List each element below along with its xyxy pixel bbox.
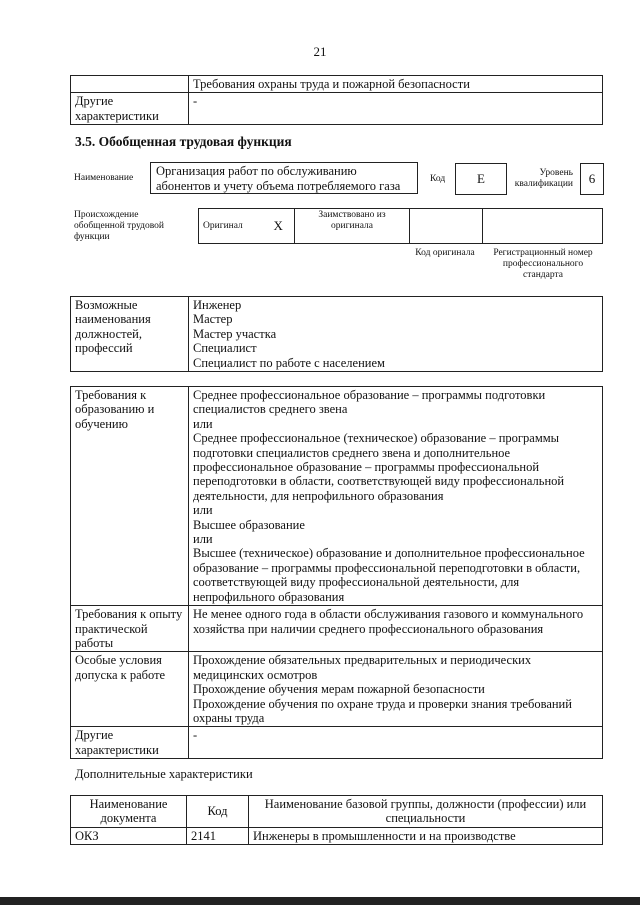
reg-number-caption: Регистрационный номер профессионального стандарта: [493, 248, 593, 280]
special-conditions-label: Особые условия допуска к работе: [71, 652, 189, 727]
name-label: Наименование: [74, 173, 134, 183]
other-characteristics-value: -: [189, 727, 603, 759]
education-line: образование – программы профессиональной переподготовки в области,: [193, 560, 581, 575]
additional-title: Дополнительные характеристики: [75, 767, 253, 781]
education-line: специалистов среднего звена: [193, 402, 348, 417]
original-label: Оригинал: [199, 209, 263, 244]
additional-table: [70, 795, 603, 845]
education-label: Требования к образованию и обучению: [71, 387, 189, 606]
education-line: переподготовки в области, соответствующей виду профессиональной: [193, 474, 565, 489]
education-text: [189, 387, 603, 606]
row-name: Инженеры в промышленности и на производстве: [249, 827, 603, 844]
top-table-continued-row: Требования охраны труда и пожарной безопасности: [189, 76, 603, 93]
origin-code-caption: Код оригинала: [415, 248, 475, 258]
special-line: Прохождение обязательных предварительных и периодических: [193, 653, 532, 668]
special-conditions-text: [189, 652, 603, 727]
position-item: Специалист: [193, 341, 257, 356]
positions-table: [70, 296, 603, 372]
education-line: профессиональное образование – программы профессиональной: [193, 460, 540, 475]
level-label: Уровень квалификации: [514, 168, 573, 189]
experience-line: Не менее одного года в области обслуживания газового и коммунального: [193, 607, 584, 622]
original-mark: X: [263, 209, 295, 244]
education-line: Среднее профессиональное (техническое) образование – программы: [193, 431, 560, 446]
top-table-other-value: -: [189, 93, 603, 125]
experience-text: [189, 606, 603, 652]
level-value: 6: [580, 163, 604, 195]
education-line: деятельности, для непрофильного образования: [193, 488, 444, 503]
col-doc-header: Наименование документа: [71, 796, 187, 828]
origin-label: Происхождение обобщенной трудовой функции: [74, 210, 164, 242]
reg-number-cell: [483, 209, 603, 244]
other-characteristics-label: Другие характеристики: [71, 727, 189, 759]
scan-bottom-edge: [0, 897, 640, 905]
special-line: медицинских осмотров: [193, 667, 318, 682]
education-line: или: [193, 532, 213, 547]
row-code: 2141: [187, 827, 249, 844]
education-line: Среднее профессиональное образование – программы подготовки: [193, 388, 546, 402]
row-doc: ОКЗ: [71, 827, 187, 844]
education-line: Высшее (техническое) образование и дополнительное профессиональное: [193, 546, 585, 561]
education-line: Высшее образование: [193, 517, 305, 532]
code-label: Код: [430, 174, 446, 184]
education-line: непрофильного образования: [193, 589, 345, 604]
position-item: Специалист по работе с населением: [193, 355, 385, 370]
col-code-header: Код: [187, 796, 249, 828]
origin-table: [198, 208, 603, 244]
education-line: соответствующей виду профессиональной деятельности, для: [193, 575, 520, 590]
section-title: 3.5. Обобщенная трудовая функция: [75, 134, 292, 149]
code-value: E: [455, 163, 507, 195]
position-item: Инженер: [193, 298, 242, 312]
function-name: Организация работ по обслуживанию абонентов и учету объема потребляемого газа: [150, 162, 418, 194]
positions-label: Возможные наименования должностей, профессий: [71, 297, 189, 372]
positions-list: [189, 297, 603, 372]
education-line: подготовки специалистов среднего звена и дополнительное: [193, 445, 511, 460]
top-table-empty-cell: [71, 76, 189, 93]
special-line: Прохождение обучения мерам пожарной безопасности: [193, 682, 485, 697]
experience-line: хозяйства при наличии среднего профессионального образования: [193, 621, 544, 636]
experience-label: Требования к опыту практической работы: [71, 606, 189, 652]
page-number: 21: [313, 44, 327, 59]
top-table: [70, 75, 603, 125]
col-name-header: Наименование базовой группы, должности (профессии) или специальности: [249, 796, 603, 828]
education-line: или: [193, 416, 213, 431]
special-line: охраны труда: [193, 710, 265, 725]
requirements-table: [70, 386, 603, 759]
special-line: Прохождение обучения по охране труда и проверки знания требований: [193, 696, 572, 711]
top-table-other-label: Другие характеристики: [71, 93, 189, 125]
borrowed-label: Заимствовано из оригинала: [295, 209, 410, 244]
position-item: Мастер участка: [193, 326, 277, 341]
position-item: Мастер: [193, 312, 233, 327]
origin-code-cell: [410, 209, 483, 244]
education-line: или: [193, 503, 213, 518]
